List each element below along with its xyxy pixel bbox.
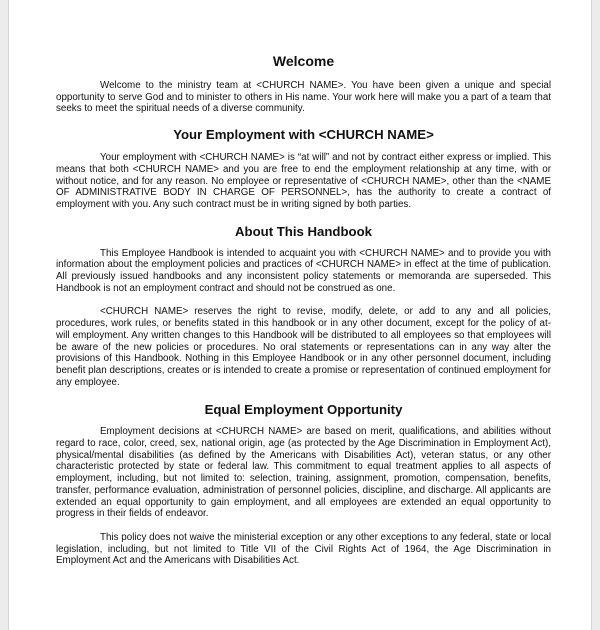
document-page <box>8 0 592 630</box>
welcome-paragraph: Welcome to the ministry team at <CHURCH NAME>. You have been given a unique and special opportunity to serve God and to minister to others in His name. Your work here will make you a part of a team that seeks to meet the spiritual needs of a diverse community. <box>56 80 551 115</box>
document-content <box>56 52 551 567</box>
eeo-paragraph-1: Employment decisions at <CHURCH NAME> are based on merit, qualifications, and abilities without regard to race, color, creed, sex, national origin, age (as protected by the Age Discrimination in Employment Act), physical/mental disabilities (as defined by the Americans with Disabilities Act), veteran status, or any other characteristic protected by state or federal law. This commitment to equal treatment applies to all aspects of employment, including, but not limited to: selection, training, assignment, promotion, compensation, benefits, transfer, performance evaluation, administration of personnel policies, discipline, and discharge. All applicants are extended an equal opportunity to gain employment, and all employees are extended an equal opportunity to progress in their fields of endeavor. <box>56 426 551 520</box>
heading-handbook: About This Handbook <box>235 223 372 239</box>
heading-employment: Your Employment with <CHURCH NAME> <box>173 127 434 143</box>
handbook-paragraph-2: <CHURCH NAME> reserves the right to revise, modify, delete, or add to any and all policies, procedures, work rules, or benefits stated in this handbook or in any other document, except for the policy of at-will employment. Any written changes to this Handbook will be distributed to all employees so that employees will be aware of the new policies or procedures. No oral statements or representations can in any way alter the provisions of this Handbook. Nothing in this Employee Handbook or in any other personnel document, including benefit plan descriptions, creates or is intended to create a promise or representation of continued employment for any employee. <box>56 306 551 388</box>
employment-paragraph: Your employment with <CHURCH NAME> is “at will” and not by contract either express or implied. This means that both <CHURCH NAME> and you are free to end the employment relationship at any time, with or without notice, and for any reason. No employee or representative of <CHURCH NAME>, other than the <NAME OF ADMINISTRATIVE BODY IN CHARGE OF PERSONNEL>, has the authority to create a contract of employment with you. Any such contract must be in writing signed by both parties. <box>56 152 551 210</box>
heading-equal-employment: Equal Employment Opportunity <box>204 402 403 418</box>
handbook-paragraph-1: This Employee Handbook is intended to acquaint you with <CHURCH NAME> and to provide you with information about the employment policies and practices of <CHURCH NAME> in effect at the time of publication. All previously issued handbooks and any inconsistent policy statements or memoranda are superseded. This Handbook is not an employment contract and should not be construed as one. <box>56 247 551 294</box>
eeo-paragraph-2: This policy does not waive the ministerial exception or any other exceptions to any federal, state or local legislation, including, but not limited to Title VII of the Civil Rights Act of 1964, the Age Discrimination in Employment Act and the Americans with Disabilities Act. <box>56 531 551 567</box>
heading-welcome: Welcome <box>272 53 335 69</box>
